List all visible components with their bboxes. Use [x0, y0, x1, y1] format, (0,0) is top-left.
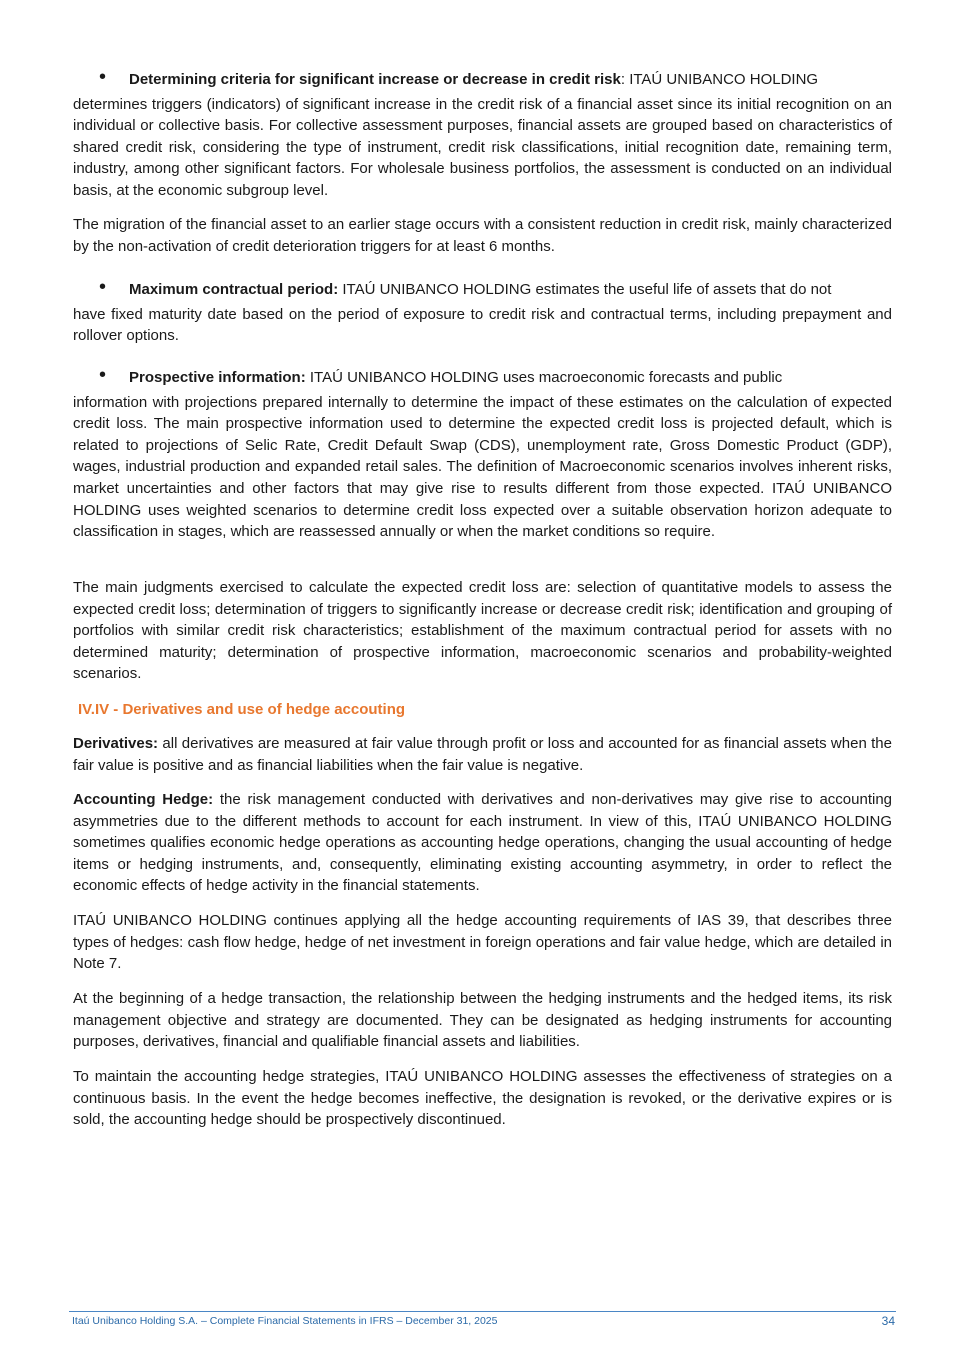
bullet-icon: •: [99, 66, 107, 88]
footer-divider: [69, 1311, 896, 1312]
bullet-icon: •: [99, 276, 107, 298]
paragraph-judgments: The main judgments exercised to calculate the expected credit loss are: selection of quantitative models to assess the expected credit loss; determination of triggers to significantly increase or decrease credit risk; identification and grouping of portfolios with similar credit risk characteristics; establishment of the maximum contractual period for assets with no determined maturity; determination of prospective information, macroeconomic scenarios and probability-weighted scenarios.: [73, 579, 892, 683]
bullet-first-line-text: ITAÚ UNIBANCO HOLDING estimates the useful life of assets that do not: [338, 281, 832, 298]
bullet-body: determines triggers (indicators) of significant increase in the credit risk of a financial asset since its initial recognition on an individual or collective basis. For collective assessment purposes, financial assets are grouped based on characteristics of shared credit risk, considering the type of instrument, credit risk classifications, initial recognition date, remaining term, industry, among other significant factors. For wholesale business portfolios, the assessment is conducted on an individual basis, at the economic subgroup level.: [73, 95, 892, 199]
derivatives-text: all derivatives are measured at fair value through profit or loss and accounted for as financial assets when the fair value is positive and as financial liabilities when the fair value is negative.: [73, 735, 892, 774]
paragraph-hedge-maintain: To maintain the accounting hedge strategies, ITAÚ UNIBANCO HOLDING assesses the effectiveness of strategies on a continuous basis. In the event the hedge becomes ineffective, the designation is revoked, or the derivative expires or is sold, the accounting hedge should be prospectively discontinued.: [73, 1068, 892, 1129]
bullet-first-line: [73, 66, 892, 91]
bullet-body: have fixed maturity date based on the period of exposure to credit risk and contractual terms, including prepayment and rollover options.: [73, 305, 892, 345]
bullet-prospective-information: [73, 364, 892, 543]
bullet-body: information with projections prepared internally to determine the impact of these estimates on the calculation of expected credit loss. The main prospective information used to determine the expected credit loss is projected default, which is related to projections of Selic Rate, Credit Default Swap (CDS), unemployment rate, Gross Domestic Product (GDP), wages, industrial production and expanded retail sales. The definition of Macroeconomic scenarios involves inherent risks, market uncertainties and other factors that may give rise to results different from those expected. ITAÚ UNIBANCO HOLDING uses weighted scenarios to determine credit loss expected over a suitable observation horizon adequate to classification in stages, which are reassessed annually or when the market conditions so require.: [73, 393, 892, 541]
accounting-hedge-label: Accounting Hedge:: [73, 791, 214, 808]
paragraph-accounting-hedge: [73, 789, 892, 897]
paragraph-derivatives: [73, 733, 892, 776]
paragraph-ias39: ITAÚ UNIBANCO HOLDING continues applying all the hedge accounting requirements of IAS 39, that describes three types of hedges: cash flow hedge, hedge of net investment in foreign operations and fair value hedge, which are detailed in Note 7.: [73, 912, 892, 973]
bullet-first-line: [73, 364, 892, 389]
accounting-hedge-text: the risk management conducted with derivatives and non-derivatives may give rise to accounting asymmetries due to the different methods to account for each instrument. In view of this, ITAÚ UNIBANCO HOLDING sometimes qualifies economic hedge operations as accounting hedge operations, changing the usual accounting of hedge items or hedging instruments, and, consequently, eliminating existing accounting asymmetry, in order to reflect the economic effects of hedge activity in the financial statements.: [73, 791, 893, 895]
bullet-title: Prospective information:: [129, 369, 306, 386]
bullet-first-line: [73, 276, 892, 301]
derivatives-label: Derivatives:: [73, 735, 159, 752]
bullet-first-line-text: : ITAÚ UNIBANCO HOLDING: [620, 71, 819, 88]
bullet-maximum-contractual-period: [73, 276, 892, 347]
paragraph-hedge-beginning: At the beginning of a hedge transaction, the relationship between the hedging instruments and the hedged items, its risk management objective and strategy are documented. They can be designated as hedging instruments for accounting purposes, derivatives, financial and qualifiable financial assets and liabilities.: [73, 990, 892, 1051]
bullet-title: Determining criteria for significant increase or decrease in credit risk: [129, 71, 621, 88]
bullet-title: Maximum contractual period:: [129, 281, 339, 298]
footer-text: Itaú Unibanco Holding S.A. – Complete Financial Statements in IFRS – December 31, 2025: [72, 1315, 498, 1327]
page-number: 34: [881, 1314, 895, 1328]
paragraph-migration: The migration of the financial asset to an earlier stage occurs with a consistent reduction in credit risk, mainly characterized by the non-activation of credit deterioration triggers for at least 6 months.: [73, 216, 892, 255]
section-heading: IV.IV - Derivatives and use of hedge accouting: [78, 701, 406, 718]
bullet-icon: •: [99, 364, 107, 386]
bullet-first-line-text: ITAÚ UNIBANCO HOLDING uses macroeconomic forecasts and public: [305, 369, 783, 386]
bullet-credit-risk-criteria: [73, 66, 892, 202]
